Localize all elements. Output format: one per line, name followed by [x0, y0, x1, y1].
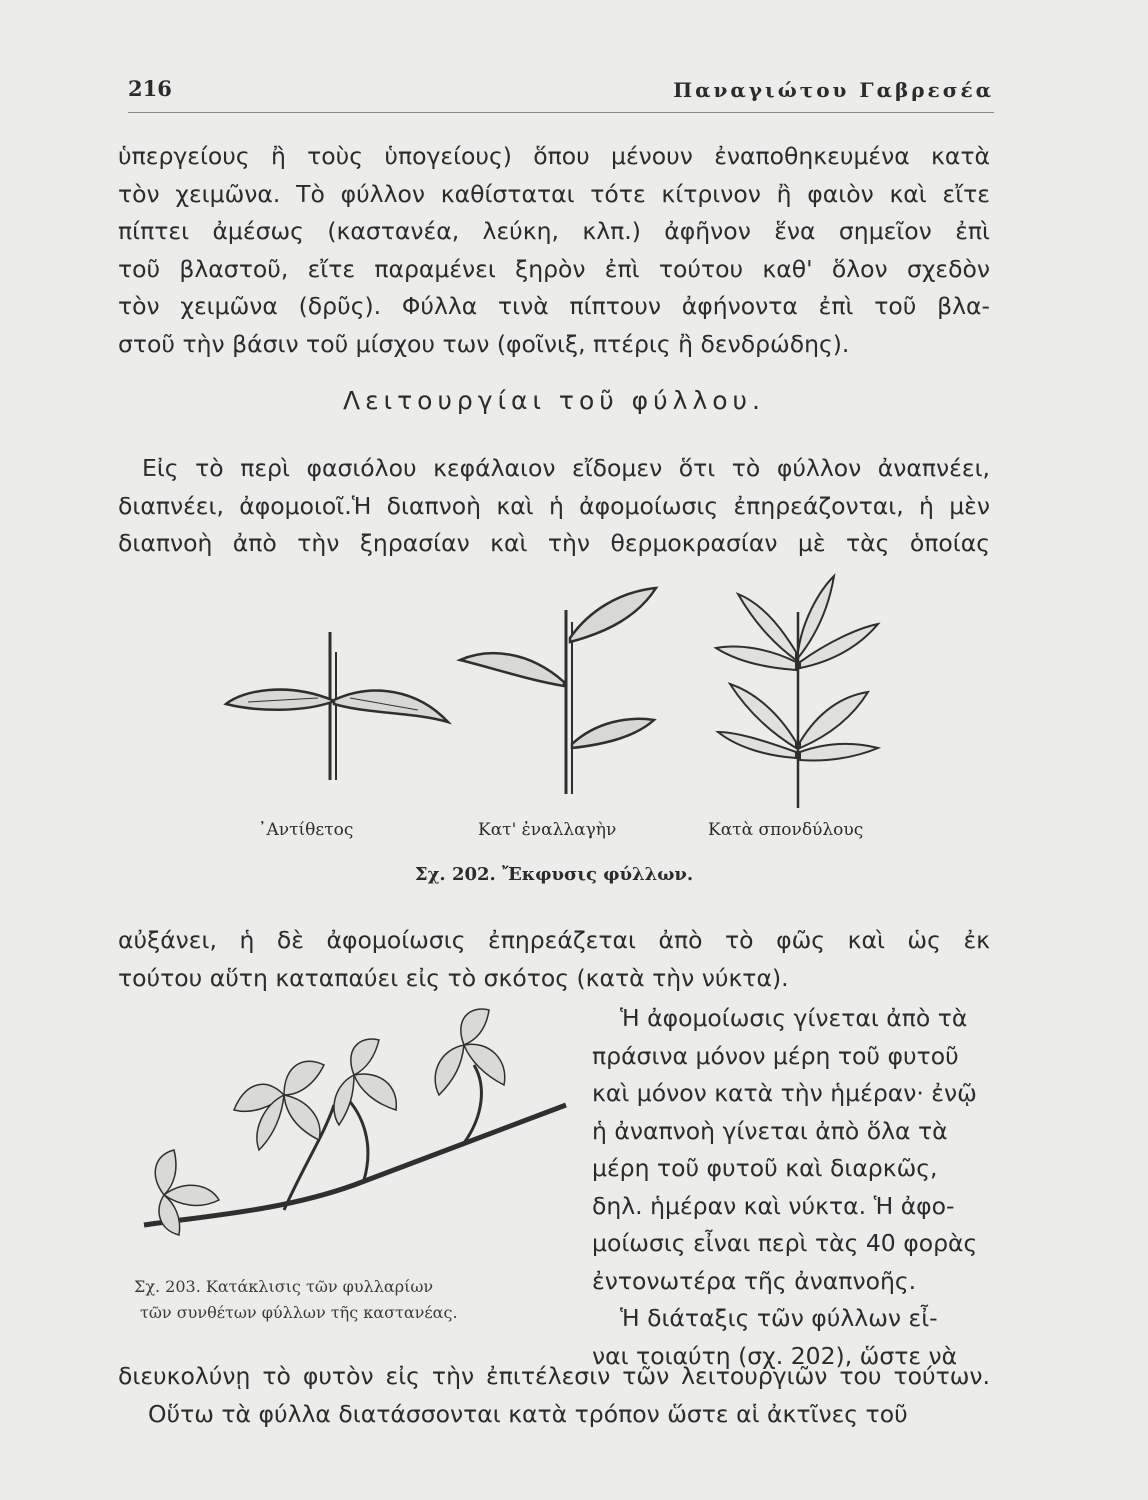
paragraph-2 [118, 450, 990, 563]
whorled-leaves-drawing [716, 576, 878, 808]
text-line: καὶ μόνον κατὰ τὴν ἡμέραν· ἐνῷ [592, 1079, 977, 1107]
label-whorled: Κατὰ σπονδύλους [708, 820, 864, 840]
text-line: πίπτει ἀμέσως (καστανέα, λεύκη, κλπ.) ἀφῆνον ἕνα σημεῖον ἐπὶ [118, 217, 990, 245]
text-line: στοῦ τὴν βάσιν τοῦ μίσχου των (φοῖνιξ, πτέρις ἢ δενδρώδης). [118, 329, 850, 358]
page-header [128, 74, 994, 113]
text-line: μέρη τοῦ φυτοῦ καὶ διαρκῶς, [592, 1154, 938, 1182]
text-line: μοίωσις εἶναι περὶ τὰς 40 φορὰς [592, 1229, 978, 1257]
text-line: πράσινα μόνον μέρη τοῦ φυτοῦ [592, 1041, 959, 1070]
figure-202-caption: Σχ. 202. Ἔκφυσις φύλλων. [414, 864, 694, 885]
text-line: διαπνέει, ἀφομοιοῖ.Ἡ διαπνοὴ καὶ ἡ ἀφομοίωσις ἐπηρεάζονται, ἡ μὲν [118, 491, 990, 520]
text-line: τοῦ βλαστοῦ, εἴτε παραμένει ξηρὸν ἐπὶ τούτου καθ' ὅλον σχεδὸν [118, 254, 990, 283]
text-line: ἡ ἀναπνοὴ γίνεται ἀπὸ ὅλα τὰ [592, 1116, 948, 1145]
label-alternate: Κατ' ἐναλλαγὴν [478, 820, 617, 840]
text-line: Ἡ ἀφομοίωσις γίνεται ἀπὸ τὰ [620, 1004, 968, 1032]
text-line: τὸν χειμῶνα. Τὸ φύλλον καθίσταται τότε κίτρινον ἢ φαιὸν καὶ εἴτε [118, 179, 990, 208]
opposite-leaves-drawing [226, 632, 448, 780]
page-number: 216 [128, 76, 172, 101]
paragraph-1 [118, 138, 990, 363]
text-line: Οὕτω τὰ φύλλα διατάσσονται κατὰ τρόπον ὥστε αἱ ἀκτῖνες τοῦ [148, 1399, 908, 1428]
caption-line: τῶν συνθέτων φύλλων τῆς καστανέας. [140, 1303, 458, 1322]
text-line: τὸν χειμῶνα (δρῦς). Φύλλα τινὰ πίπτουν ἀφήνοντα ἐπὶ τοῦ βλα- [118, 292, 990, 320]
text-line: διευκολύνῃ τὸ φυτὸν εἰς τὴν ἐπιτέλεσιν τῶν λειτουργιῶν του τούτων. [118, 1362, 990, 1390]
text-line: ναι τοιαύτη (σχ. 202), ὥστε νὰ [592, 1341, 958, 1370]
text-line: Εἰς τὸ περὶ φασιόλου κεφάλαιον εἴδομεν ὅτι τὸ φύλλον ἀναπνέει, [142, 454, 990, 482]
text-line: δηλ. ἡμέραν καὶ νύκτα. Ἡ ἀφο- [592, 1191, 955, 1220]
text-line: ἐντονωτέρα τῆς ἀναπνοῆς. [592, 1266, 917, 1295]
caption-line: Σχ. 203. Κατάκλισις τῶν φυλλαρίων [134, 1277, 434, 1296]
section-heading: Λειτουργίαι τοῦ φύλλου. [343, 386, 765, 415]
paragraph-3 [118, 922, 990, 997]
text-line: τούτου αὕτη καταπαύει εἰς τὸ σκότος (κατὰ τὴν νύκτα). [118, 963, 789, 992]
text-line: Ἡ διάταξις τῶν φύλλων εἶ- [620, 1304, 938, 1332]
figure-202-illustration [118, 572, 990, 812]
text-line: ὑπεργείους ἢ τοὺς ὑπογείους) ὅπου μένουν ἐναποθηκευμένα κατὰ [118, 142, 990, 170]
text-line: διαπνοὴ ἀπὸ τὴν ξηρασίαν καὶ τὴν θερμοκρασίαν μὲ τὰς ὁποίας [118, 529, 990, 557]
alternate-leaves-drawing [460, 588, 656, 794]
right-column-text [592, 1000, 990, 1375]
running-head: Παναγιώτου Γαβρεσέα [673, 78, 994, 102]
figure-203-illustration [134, 1005, 574, 1265]
paragraph-bottom [118, 1358, 990, 1433]
label-opposite: ᾿Αντίθετος [258, 820, 354, 840]
figure-203-caption [134, 1274, 574, 1326]
text-line: αὐξάνει, ἡ δὲ ἀφομοίωσις ἐπηρεάζεται ἀπὸ τὸ φῶς καὶ ὡς ἐκ [118, 926, 990, 954]
